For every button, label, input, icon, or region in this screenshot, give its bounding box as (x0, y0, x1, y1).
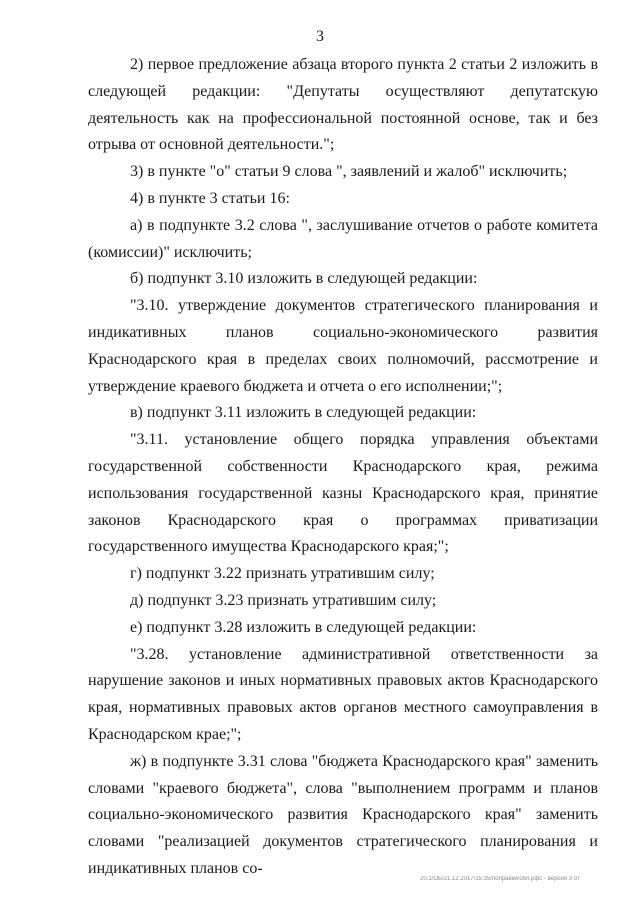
paragraph: е) подпункт 3.28 изложить в следующей редакции: (130, 618, 477, 636)
paragraph: "3.11. установление общего порядка управления объектами государственной собственности Краснодарского края, режима использования государственной казны Краснодарского края, принятие законов Краснодарского края о программах приватизации государственного имущества Краснодарского края;"; (88, 431, 598, 556)
paragraph: 2) первое предложение абзаца второго пункта 2 статьи 2 изложить в следующей редакции: "Депутаты осуществляют депутатскую деятельность как на профессиональной постоянной основе, так и без отрыва от основной деятельности."; (88, 56, 598, 154)
page-number: 3 (316, 28, 324, 45)
paragraph: д) подпункт 3.23 признать утратившим силу; (130, 591, 437, 609)
footer-note: 20.1/ОБ/21.12.2017/15:35/поправки/обл.рфс - версия 3 от (420, 876, 580, 882)
paragraph: б) подпункт 3.10 изложить в следующей редакции: (130, 270, 478, 288)
document-body (88, 52, 598, 883)
paragraph: 3) в пункте "о" статьи 9 слова ", заявлений и жалоб" исключить; (130, 163, 568, 181)
paragraph: 4) в пункте 3 статьи 16: (130, 189, 290, 207)
paragraph: г) подпункт 3.22 признать утратившим силу; (130, 565, 435, 583)
paragraph: а) в подпункте 3.2 слова ", заслушивание отчетов о работе комитета (комиссии)" исключить; (88, 216, 598, 261)
paragraph: "3.10. утверждение документов стратегического планирования и индикативных планов социально-экономического развития Краснодарского края в пределах своих полномочий, рассмотрение и утверждение краевого бюджета и отчета о его исполнении;"; (88, 297, 598, 395)
paragraph: "3.28. установление административной ответственности за нарушение законов и иных нормативных правовых актов Краснодарского края, нормативных правовых актов органов местного самоуправления в Краснодарском крае;"; (88, 645, 598, 743)
paragraph: в) подпункт 3.11 изложить в следующей редакции: (130, 404, 477, 422)
paragraph: ж) в подпункте 3.31 слова "бюджета Краснодарского края" заменить словами "краевого бюджета", слова "выполнением программ и планов социально-экономического развития Краснодарского края" заменить словами "реализацией документов стратегического планирования и индикативных планов со- (88, 752, 598, 877)
